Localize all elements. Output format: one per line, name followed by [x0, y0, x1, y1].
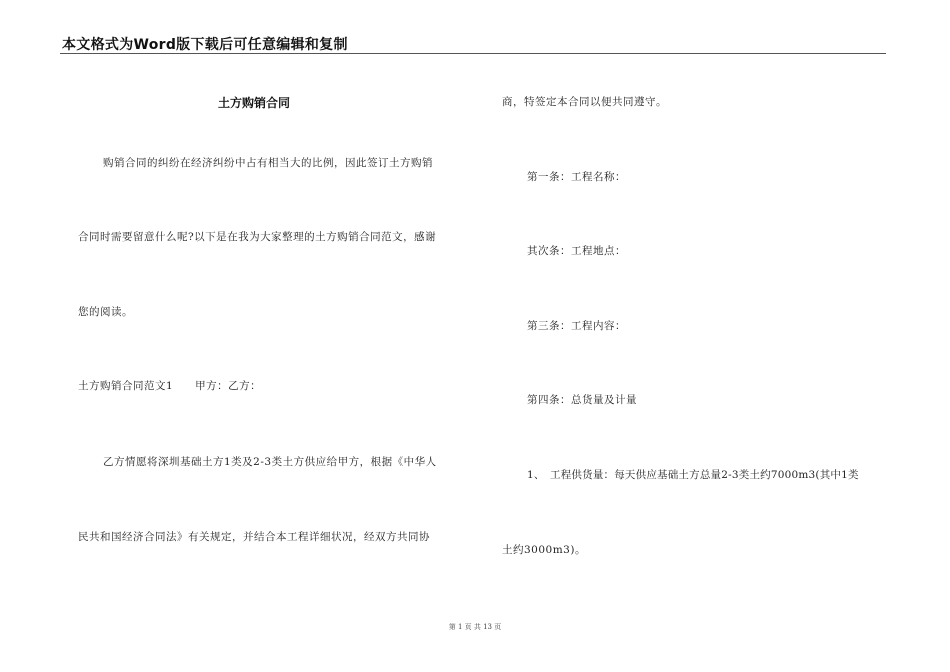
- left-paragraph-line: 合同时需要留意什么呢?以下是在我为大家整理的土方购销合同范文，感谢: [78, 231, 437, 243]
- left-paragraph-line: 乙方情愿将深圳基础土方1类及2-3类土方供应给甲方，根据《中华人: [103, 456, 437, 468]
- left-paragraph-line: 购销合同的纠纷在经济纠纷中占有相当大的比例，因此签订土方购销: [103, 157, 433, 169]
- header-title: 本文格式为Word版下载后可任意编辑和复制: [62, 37, 348, 53]
- left-paragraph-line: 您的阅读。: [78, 306, 133, 318]
- page-number: 第 1 页 共 13 页: [448, 623, 502, 631]
- right-paragraph-line: 1、 工程供货量：每天供应基础土方总量2-3类土约7000m3(其中1类: [527, 469, 859, 481]
- right-paragraph-line: 第一条：工程名称：: [527, 171, 626, 183]
- right-paragraph-line: 第四条：总货量及计量: [527, 394, 637, 406]
- right-paragraph-line: 其次条：工程地点：: [527, 245, 626, 257]
- document-title: 土方购销合同: [218, 96, 291, 110]
- header-divider: [60, 53, 886, 54]
- right-paragraph-line: 商，特签定本合同以便共同遵守。: [502, 96, 667, 108]
- left-paragraph-line: 民共和国经济合同法》有关规定，并结合本工程详细状况，经双方共同协: [78, 531, 430, 543]
- right-paragraph-line: 土约3000m3)。: [502, 544, 586, 556]
- left-paragraph-line: 土方购销合同范文1 甲方：乙方：: [78, 380, 262, 392]
- right-paragraph-line: 第三条：工程内容：: [527, 320, 626, 332]
